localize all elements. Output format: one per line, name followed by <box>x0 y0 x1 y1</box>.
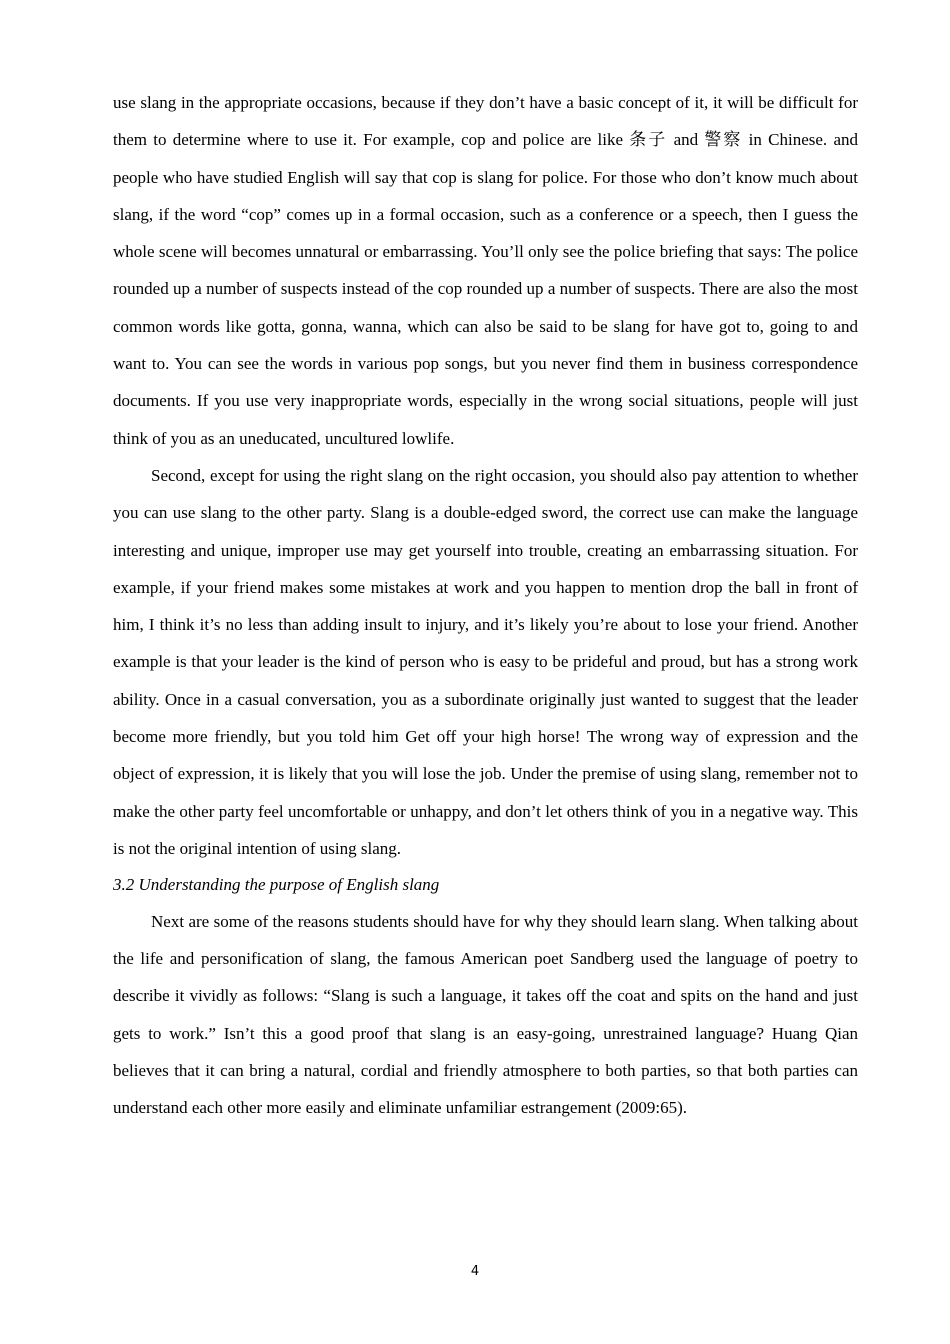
document-page <box>113 84 858 1127</box>
body-paragraph-2: Second, except for using the right slang on the right occasion, you should also pay attention to whether you can use slang to the other party. Slang is a double-edged sword, the correct use can make the language interesting and unique, improper use may get yourself into trouble, creating an embarrassing situation. For example, if your friend makes some mistakes at work and you happen to mention drop the ball in front of him, I think it’s no less than adding insult to injury, and it’s likely you’re about to lose your friend. Another example is that your leader is the kind of person who is easy to be prideful and proud, but has a strong work ability. Once in a casual conversation, you as a subordinate originally just wanted to suggest that the leader become more friendly, but you told him Get off your high horse! The wrong way of expression and the object of expression, it is likely that you will lose the job. Under the premise of using slang, remember not to make the other party feel uncomfortable or unhappy, and don’t let others think of you in a negative way. This is not the original intention of using slang. <box>113 465 858 858</box>
body-paragraph-1: use slang in the appropriate occasions, because if they don’t have a basic concept of it, it will be difficult for them to determine where to use it. For example, cop and police are like 条子 and 警察 in Chinese. and people who have studied English will say that cop is slang for police. For those who don’t know much about slang, if the word “cop” comes up in a formal occasion, such as a conference or a speech, then I guess the whole scene will becomes unnatural or embarrassing. You’ll only see the police briefing that says: The police rounded up a number of suspects instead of the cop rounded up a number of suspects. There are also the most common words like gotta, gonna, wanna, which can also be said to be slang for have got to, going to and want to. You can see the words in various pop songs, but you never find them in business correspondence documents. If you use very inappropriate words, especially in the wrong social situations, people will just think of you as an uneducated, uncultured lowlife. <box>113 93 858 448</box>
section-heading: 3.2 Understanding the purpose of English slang <box>113 875 440 895</box>
body-paragraph-3: Next are some of the reasons students should have for why they should learn slang. When talking about the life and personification of slang, the famous American poet Sandberg used the language of poetry to describe it vividly as follows: “Slang is such a language, it takes off the coat and spits on the hand and just gets to work.” Isn’t this a good proof that slang is an easy-going, unrestrained language? Huang Qian believes that it can bring a natural, cordial and friendly atmosphere to both parties, so that both parties can understand each other more easily and eliminate unfamiliar estrangement (2009:65). <box>113 911 858 1118</box>
page-number: 4 <box>470 1264 480 1279</box>
